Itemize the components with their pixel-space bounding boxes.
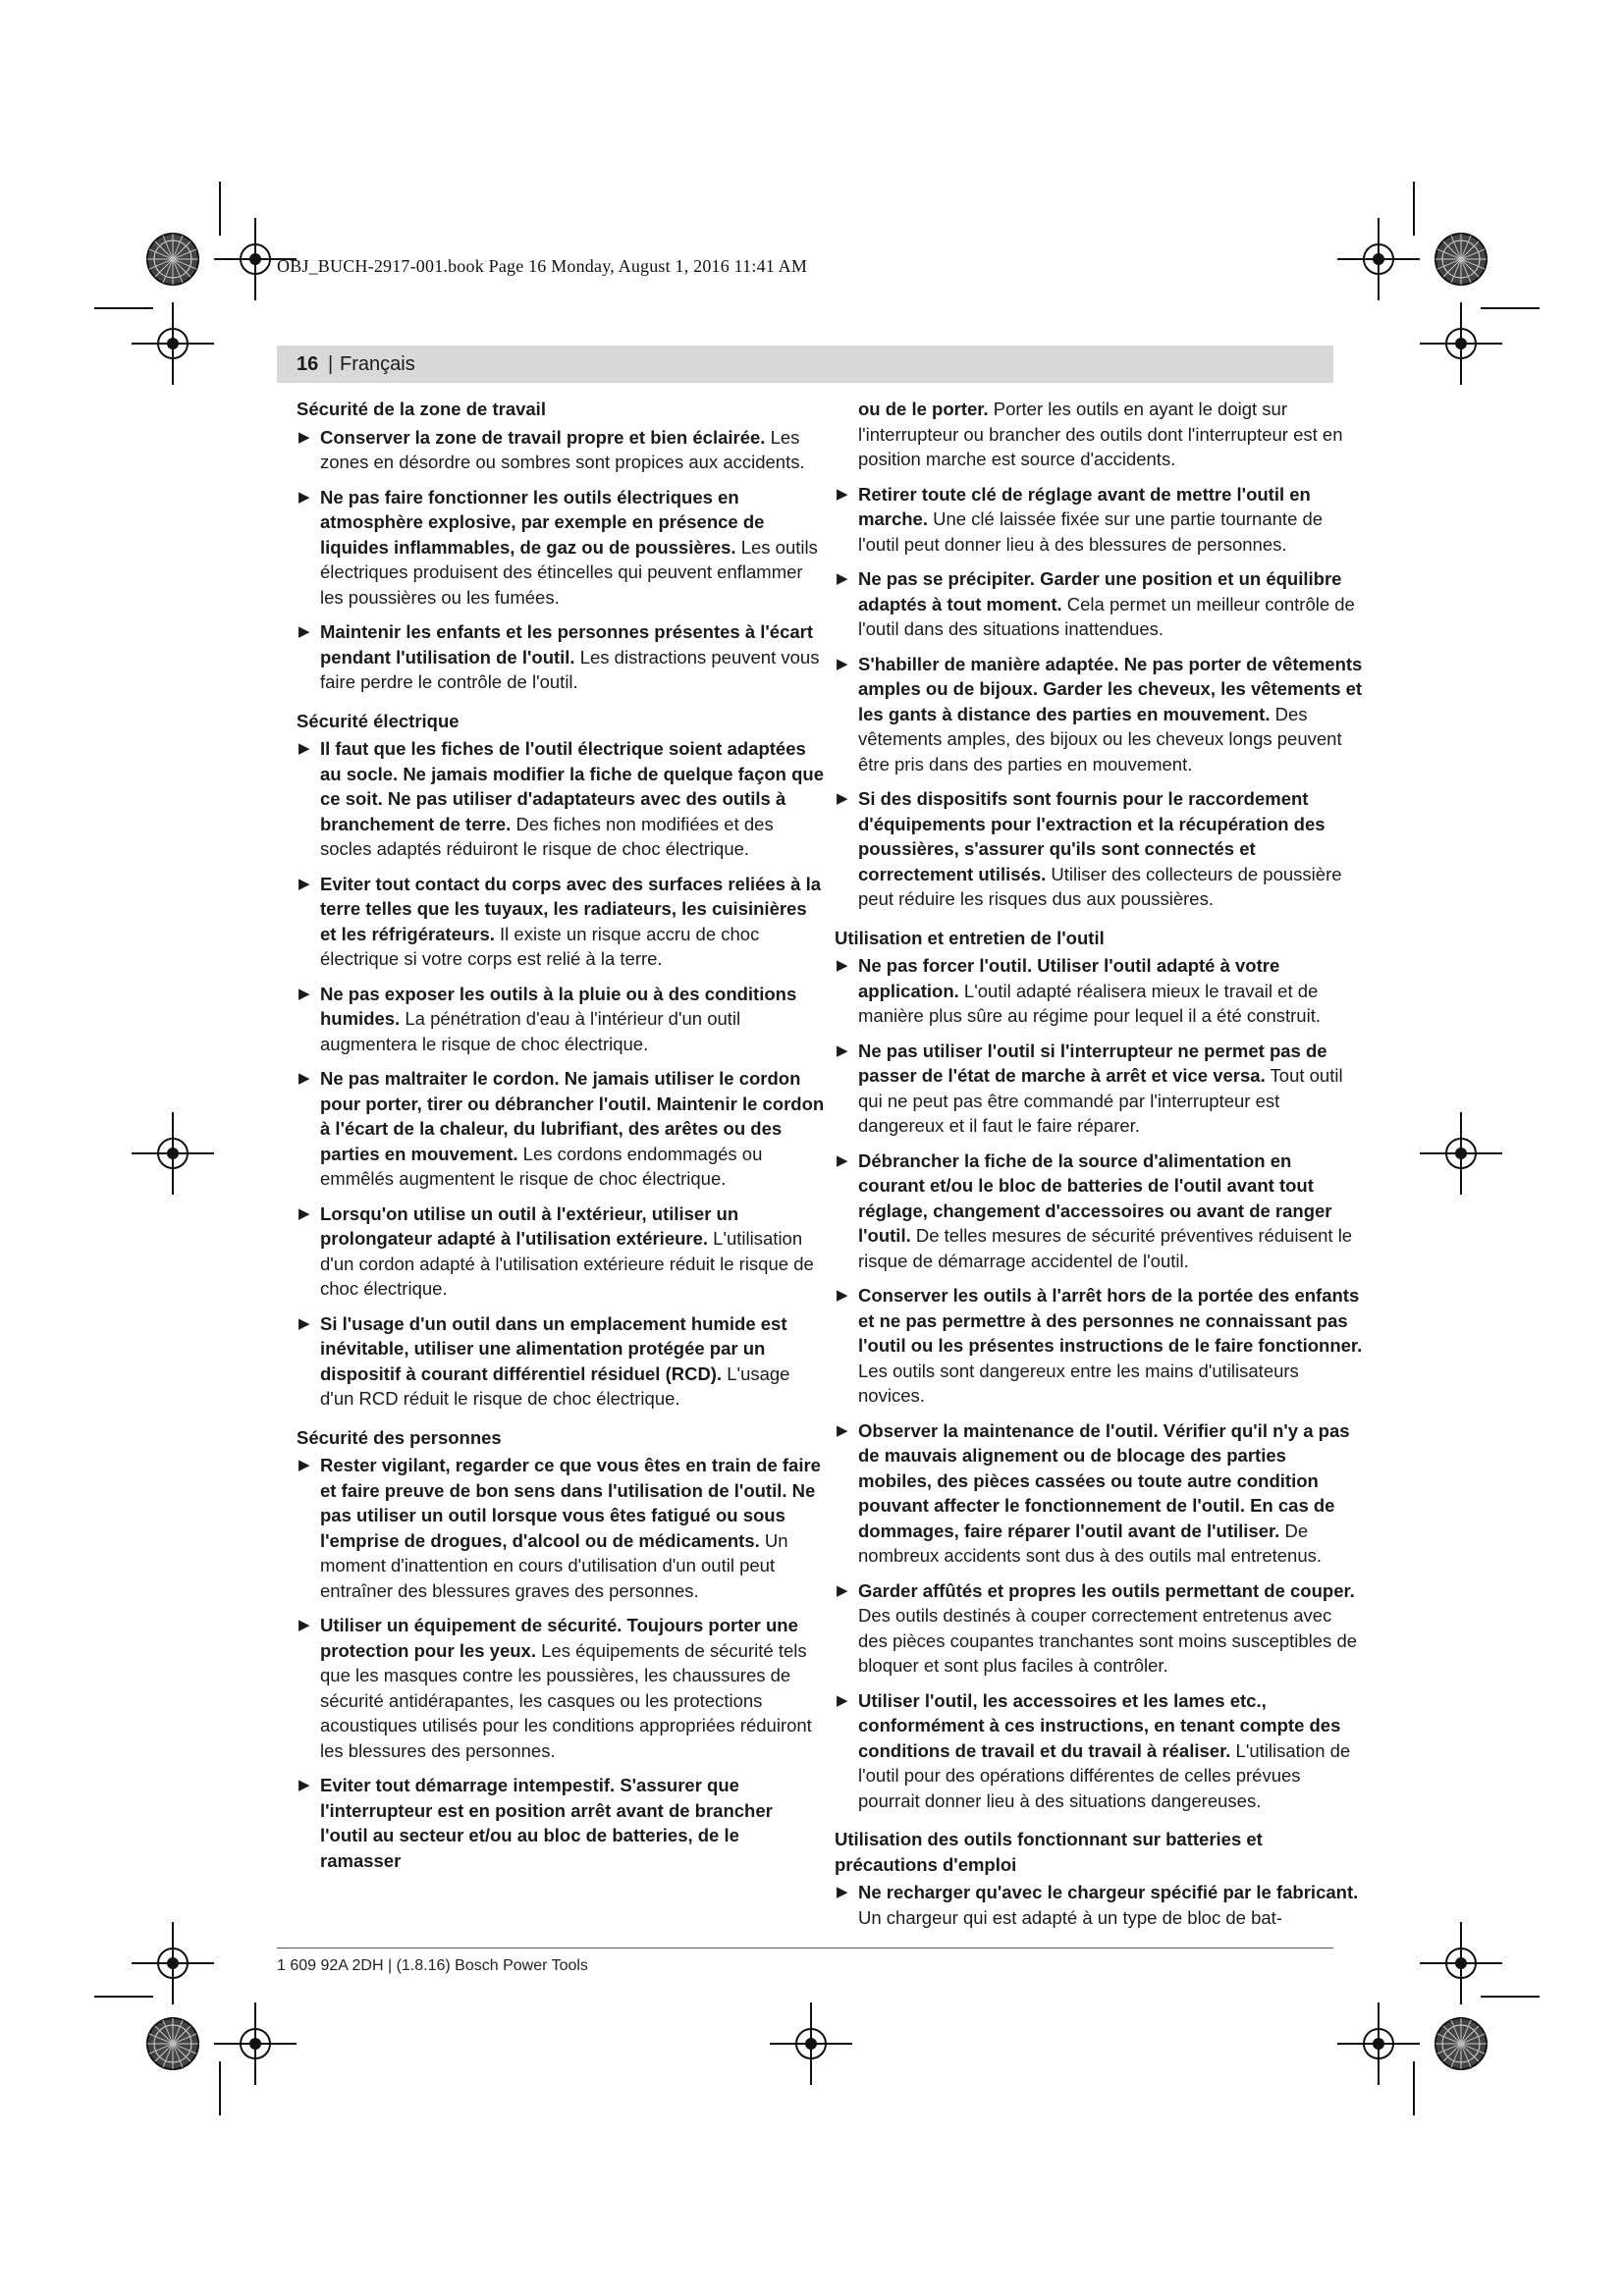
list-item: ▶ Utiliser un équipement de sécurité. Toujours porter une protection pour les yeux. Les équipements de sécurité tels que les masques contre les poussières, les chaussures de sécurité antidérapantes, les casques ou les protections acoustiques utilisés pour les conditions appropriées réduiront les blessures des personnes. <box>298 1615 812 1761</box>
section-title-battery-tools: Utilisation des outils fonctionnant sur batteries et précautions d'emploi <box>835 1829 1263 1875</box>
header-language: Français <box>340 353 415 375</box>
list-item: ▶ Ne pas utiliser l'outil si l'interrupteur ne permet pas de passer de l'état de marche à arrêt et vice versa. Tout outil qui ne peut pas être commandé par l'interrupteur est dangereux et il faut le faire réparer. <box>837 1040 1343 1136</box>
list-item: ▶ Utiliser l'outil, les accessoires et les lames etc., conformément à ces instructions, en tenant compte des conditions de travail et du travail à réaliser. L'utilisation de l'outil pour des opérations différentes de celles prévues pourrait donner lieu à des situations dangereuses. <box>837 1689 1351 1811</box>
list-item: ▶ Ne pas maltraiter le cordon. Ne jamais utiliser le cordon pour porter, tirer ou débrancher l'outil. Maintenir le cordon à l'écart de la chaleur, du lubrifiant, des arêtes ou des parties en mouvement. Les cordons endommagés ou emmêlés augmentent le risque de choc électrique. <box>298 1068 825 1189</box>
bullet-triangle-icon: ▶ <box>298 488 310 506</box>
bullet-triangle-icon: ▶ <box>298 623 310 640</box>
bullet-triangle-icon: ▶ <box>837 570 848 587</box>
bullet-triangle-icon: ▶ <box>298 1617 310 1633</box>
bullet-triangle-icon: ▶ <box>298 1457 310 1473</box>
list-item: ▶ Ne pas forcer l'outil. Utiliser l'outil adapté à votre application. L'outil adapté réalisera mieux le travail et de manière plus sûre au régime pour lequel il a été construit. <box>837 955 1321 1026</box>
list-item: ▶ Eviter tout démarrage intempestif. S'assurer que l'interrupteur est en position arrêt avant de brancher l'outil au secteur et/ou au bloc de batteries, de le ramasser <box>298 1775 773 1871</box>
page-footer: 1 609 92A 2DH | (1.8.16) Bosch Power Tools <box>277 1957 588 1974</box>
bullet-triangle-icon: ▶ <box>298 1314 310 1332</box>
list-item: ▶ Garder affûtés et propres les outils permettant de couper. Des outils destinés à couper correctement entretenus avec des pièces coupantes tranchantes sont moins susceptibles de bloquer et sont plus faciles à contrôler. <box>837 1579 1358 1676</box>
section-title-tool-use-care: Utilisation et entretien de l'outil <box>835 927 1105 948</box>
bullet-triangle-icon: ▶ <box>837 1884 848 1900</box>
book-file-header: OBJ_BUCH-2917-001.book Page 16 Monday, August 1, 2016 11:41 AM <box>277 256 808 276</box>
list-item: ▶ Eviter tout contact du corps avec des surfaces reliées à la terre telles que les tuyaux, les radiateurs, les cuisinières et les réfrigérateurs. Il existe un risque accru de choc électrique si votre corps est relié à la terre. <box>298 873 821 969</box>
bullet-triangle-icon: ▶ <box>837 655 848 672</box>
list-item: ▶ S'habiller de manière adaptée. Ne pas porter de vêtements amples ou de bijoux. Garder les cheveux, les vêtements et les gants à distance des parties en mouvement. Des vêtements amples, des bijoux ou les cheveux longs peuvent être pris dans des parties en mouvement. <box>837 653 1363 774</box>
bullet-triangle-icon: ▶ <box>837 1041 848 1059</box>
section-title-personal-safety: Sécurité des personnes <box>297 1426 502 1448</box>
list-item: ▶ Maintenir les enfants et les personnes présentes à l'écart pendant l'utilisation de l'outil. Les distractions peuvent vous faire perdre le contrôle de l'outil. <box>298 621 820 692</box>
list-item: ▶ Si des dispositifs sont fournis pour le raccordement d'équipements pour l'extraction et la récupération des poussières, s'assurer qu'ils sont connectés et correctement utilisés. Utiliser des collecteurs de poussière peut réduire les risques dus aux poussières. <box>837 788 1342 909</box>
list-item: ▶ Conserver les outils à l'arrêt hors de la portée des enfants et ne pas permettre à des personnes ne connaissant pas l'outil ou les présentes instructions de le faire fonctionner. Les outils sont dangereux entre les mains d'utilisateurs novices. <box>837 1285 1363 1406</box>
bullet-triangle-icon: ▶ <box>298 1204 310 1222</box>
header-separator: | <box>328 353 334 375</box>
list-item: ▶ Lorsqu'on utilise un outil à l'extérieur, utiliser un prolongateur adapté à l'utilisation extérieure. L'utilisation d'un cordon adapté à l'utilisation extérieure réduit le risque de choc électrique. <box>298 1202 814 1299</box>
list-item: ▶ Retirer toute clé de réglage avant de mettre l'outil en marche. Une clé laissée fixée sur une partie tournante de l'outil peut donner lieu à des blessures de personnes. <box>837 483 1324 555</box>
footer-divider <box>277 1948 1333 1949</box>
list-item-continued: ou de le porter. Porter les outils en ayant le doigt sur l'interrupteur ou brancher des outils dont l'interrupteur est en position marche est source d'accidents. <box>858 399 1343 469</box>
bullet-triangle-icon: ▶ <box>837 1287 848 1304</box>
bullet-triangle-icon: ▶ <box>298 740 310 757</box>
bullet-triangle-icon: ▶ <box>298 1070 310 1087</box>
bullet-triangle-icon: ▶ <box>298 1777 310 1793</box>
list-item: ▶ Si l'usage d'un outil dans un emplacement humide est inévitable, utiliser une alimentation protégée par un dispositif à courant différentiel résiduel (RCD). L'usage d'un RCD réduit le risque de choc électrique. <box>298 1312 790 1409</box>
page-header-bar <box>277 346 1333 383</box>
list-item: ▶ Rester vigilant, regarder ce que vous êtes en train de faire et faire preuve de bon sens dans l'utilisation de l'outil. Ne pas utiliser un outil lorsque vous êtes fatigué ou sous l'emprise de drogues, d'alcool ou de médicaments. Un moment d'inattention en cours d'utilisation d'un outil peut entraîner des blessures graves des personnes. <box>298 1455 821 1601</box>
list-item: ▶ Ne recharger qu'avec le chargeur spécifié par le fabricant. Un chargeur qui est adapté à un type de bloc de bat- <box>837 1882 1359 1928</box>
section-title-work-area: Sécurité de la zone de travail <box>297 399 546 419</box>
bullet-triangle-icon: ▶ <box>298 428 310 446</box>
left-column <box>297 397 825 1883</box>
bullet-triangle-icon: ▶ <box>837 1151 848 1169</box>
bullet-triangle-icon: ▶ <box>837 957 848 974</box>
bullet-triangle-icon: ▶ <box>837 1581 848 1599</box>
list-item: ▶ Ne pas exposer les outils à la pluie ou à des conditions humides. La pénétration d'eau à l'intérieur d'un outil augmentera le risque de choc électrique. <box>298 983 797 1054</box>
bullet-triangle-icon: ▶ <box>837 1691 848 1709</box>
right-column <box>835 397 1363 1940</box>
bullet-triangle-icon: ▶ <box>298 985 310 1002</box>
list-item: ▶ Observer la maintenance de l'outil. Vérifier qu'il n'y a pas de mauvais alignement ou de blocage des parties mobiles, des pièces cassées ou toute autre condition pouvant affecter le fonctionnement de l'outil. En cas de dommages, faire réparer l'outil avant de l'utiliser. De nombreux accidents sont dus à des outils mal entretenus. <box>837 1419 1350 1566</box>
list-item: ▶ Ne pas faire fonctionner les outils électriques en atmosphère explosive, par exemple en présence de liquides inflammables, de gaz ou de poussières. Les outils électriques produisent des étincelles qui peuvent enflammer les poussières ou les fumées. <box>298 486 818 608</box>
list-item: ▶ Il faut que les fiches de l'outil électrique soient adaptées au socle. Ne jamais modifier la fiche de quelque façon que ce soit. Ne pas utiliser d'adaptateurs avec des outils à branchement de terre. Des fiches non modifiées et des socles adaptés réduiront le risque de choc électrique. <box>298 738 825 859</box>
list-item: ▶ Conserver la zone de travail propre et bien éclairée. Les zones en désordre ou sombres sont propices aux accidents. <box>298 426 805 472</box>
bullet-triangle-icon: ▶ <box>837 485 848 503</box>
section-title-electrical: Sécurité électrique <box>297 710 460 731</box>
list-item: ▶ Ne pas se précipiter. Garder une position et un équilibre adaptés à tout moment. Cela permet un meilleur contrôle de l'outil dans des situations inattendues. <box>837 568 1355 639</box>
page-number: 16 <box>297 353 319 375</box>
bullet-triangle-icon: ▶ <box>837 1421 848 1439</box>
list-item: ▶ Débrancher la fiche de la source d'alimentation en courant et/ou le bloc de batteries de l'outil avant tout réglage, changement d'accessoires ou avant de ranger l'outil. De telles mesures de sécurité préventives réduisent le risque de démarrage accidentel de l'outil. <box>837 1149 1353 1271</box>
bullet-triangle-icon: ▶ <box>837 790 848 807</box>
bullet-triangle-icon: ▶ <box>298 875 310 892</box>
